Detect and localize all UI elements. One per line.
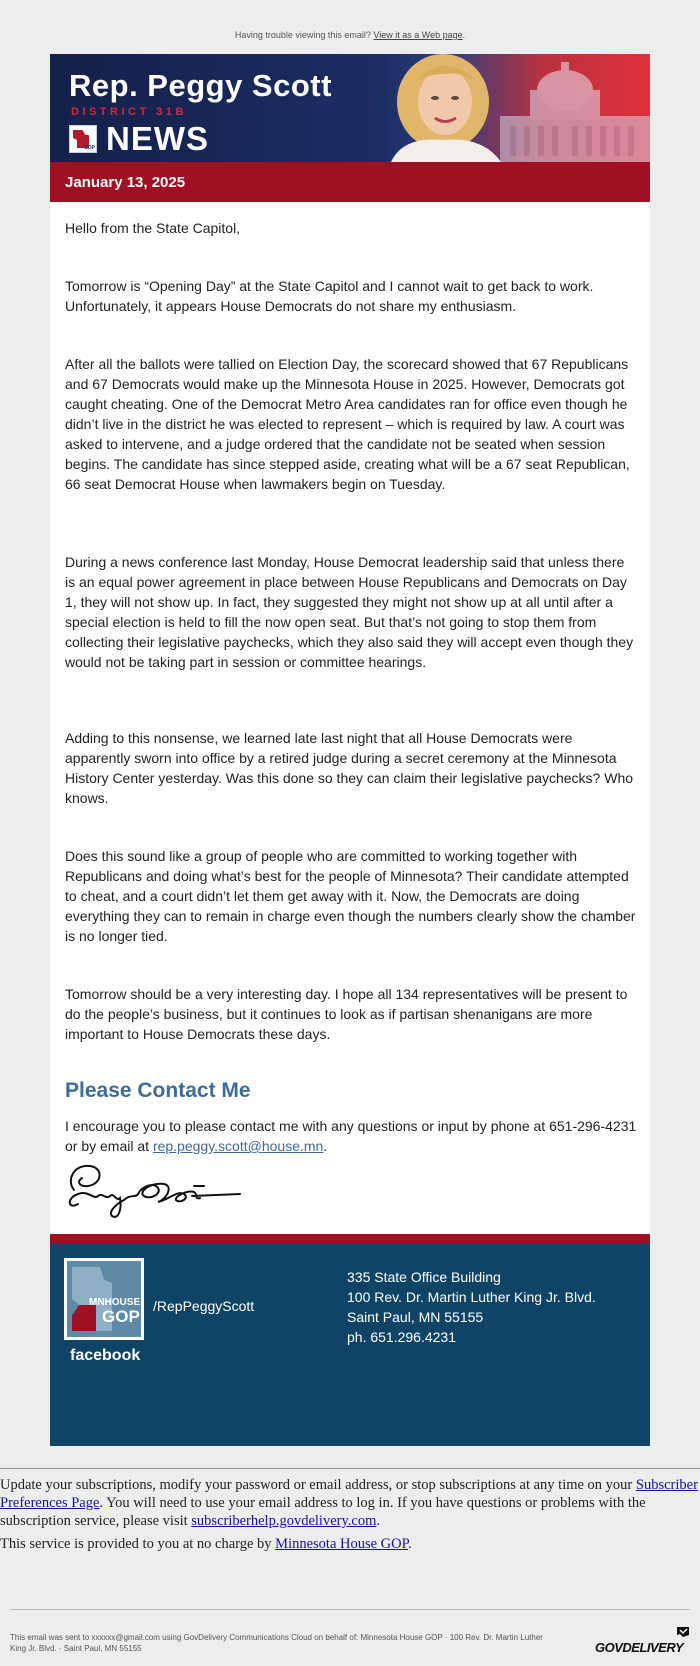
contact-text-after: . [323, 1138, 328, 1154]
phone-line: ph. 651.296.4231 [347, 1329, 456, 1345]
legal-text: This email was sent to xxxxxx@gmail.com using GovDelivery Communications Cloud on behalf of: Minnesota House GOP · 100 Rev. Dr. Martin Luther King Jr. Blvd. · Saint Paul, MN 55155 [10, 1633, 543, 1653]
subscriber-preferences-link[interactable]: Subscriber Preferences Page [0, 1477, 698, 1511]
body-paragraph-6: Tomorrow should be a very interesting day. I hope all 134 representatives will be present to do the people’s business, but it continues to look as if partisan shenanigans are more important to House Democrats these days. [65, 986, 628, 1042]
service-notice [0, 1536, 700, 1553]
body-paragraph-1: Tomorrow is “Opening Day” at the State Capitol and I cannot wait to get back to work. Unfortunately, it appears House Democrats do not share my enthusiasm. [65, 278, 594, 314]
footer [50, 1243, 650, 1446]
govdelivery-logo[interactable]: GOVDELIVERY [595, 1640, 684, 1655]
minnesota-house-gop-link[interactable]: Minnesota House GOP [275, 1536, 409, 1552]
body-paragraph-3: During a news conference last Monday, House Democrat leadership said that unless there is an equal power agreement in place between House Republicans and Democrats on Day 1, they will not show up. In fact, they suggested they might not show up at all until after a special election is held to fill the now open seat. But that’s not going to stop them from collecting their legislative paychecks, which they also said they will accept even though they would not be taking part in session or committee hearings. [65, 554, 634, 670]
subscription-notice [0, 1476, 700, 1530]
office-address [347, 1267, 596, 1347]
contact-text-before: I encourage you to please contact me with any questions or input by phone at 651-296-4231 or by email at [65, 1118, 637, 1154]
subs-text-3: . [376, 1513, 380, 1529]
banner-district: DISTRICT 31B [71, 106, 187, 118]
header-banner [50, 54, 650, 162]
email-card [50, 54, 650, 1446]
banner-news: NEWS [106, 120, 209, 157]
house-gop-logo-icon [69, 125, 97, 153]
address-line-3: Saint Paul, MN 55155 [347, 1309, 484, 1325]
subs-text-2: . You will need to use your email address to log in. If you have questions or problems with the subscription service, please visit [0, 1495, 646, 1529]
email-link[interactable]: rep.peggy.scott@house.mn [152, 1138, 324, 1154]
facebook-wordmark[interactable]: facebook [70, 1347, 141, 1364]
legal-divider [10, 1609, 690, 1610]
footer-divider [50, 1234, 650, 1243]
address-line-1: 335 State Office Building [347, 1269, 501, 1285]
banner-logo-text: GOP [83, 145, 95, 151]
body-paragraph-5: Does this sound like a group of people who are committed to working together with Republicans and doing what’s best for the people of Minnesota? Their candidate attempted to cheat, and a court didn’t let them get away with it. Now, the Democrats are doing everything they can to remain in charge even though the numbers clearly show the chamber is no longer tied. [65, 848, 636, 944]
logo-line-1: MNHOUSE [89, 1297, 141, 1308]
address-line-2: 100 Rev. Dr. Martin Luther King Jr. Blvd. [347, 1289, 596, 1305]
body-paragraph-4: Adding to this nonsense, we learned late last night that all House Democrats were apparently sworn into office by a retired judge during a secret ceremony at the Minnesota History Center yesterday. Was this done so they can claim their legislative paychecks? Who knows. [65, 730, 634, 806]
subscriber-help-link[interactable]: subscriberhelp.govdelivery.com [191, 1513, 377, 1529]
govdelivery-mark-icon [676, 1626, 690, 1638]
signature-image [64, 1160, 242, 1222]
greeting: Hello from the State Capitol, [65, 220, 241, 236]
facebook-handle: /RepPeggyScott [153, 1298, 255, 1314]
body-paragraph-2: After all the ballots were tallied on Election Day, the scorecard showed that 67 Republicans and 67 Democrats would make up the Minnesota House in 2025. However, Democrats got caught cheating. One of the Democrat Metro Area candidates ran for office even though he didn’t live in the district he was elected to represent – which is required by law. A court was asked to intervene, and a judge ordered that the candidate not be seated when session begins. The candidate has since stepped aside, creating what will be a 67 seat Republican, 66 seat Democrat House when lawmakers begin on Tuesday. [65, 356, 630, 492]
service-text: This service is provided to you at no charge by [0, 1536, 276, 1552]
top-note: Having trouble viewing this email? View it as a Web page. [234, 30, 466, 40]
date-bar [50, 162, 650, 202]
issue-date: January 13, 2025 [65, 174, 186, 191]
divider-rule [0, 1468, 700, 1469]
contact-heading: Please Contact Me [65, 1079, 251, 1102]
mnhouse-gop-facebook-logo[interactable] [64, 1258, 144, 1340]
service-end: . [408, 1536, 412, 1552]
contact-text [65, 1116, 637, 1156]
logo-line-2: GOP [102, 1307, 140, 1326]
subs-text-1: Update your subscriptions, modify your password or email address, or stop subscriptions at any time on your [0, 1477, 636, 1493]
top-note-text: Having trouble viewing this email? [234, 30, 371, 40]
banner-title: Rep. Peggy Scott [69, 68, 332, 103]
view-web-page-link[interactable]: View it as a Web page [373, 30, 463, 40]
rep-portrait [383, 54, 513, 162]
